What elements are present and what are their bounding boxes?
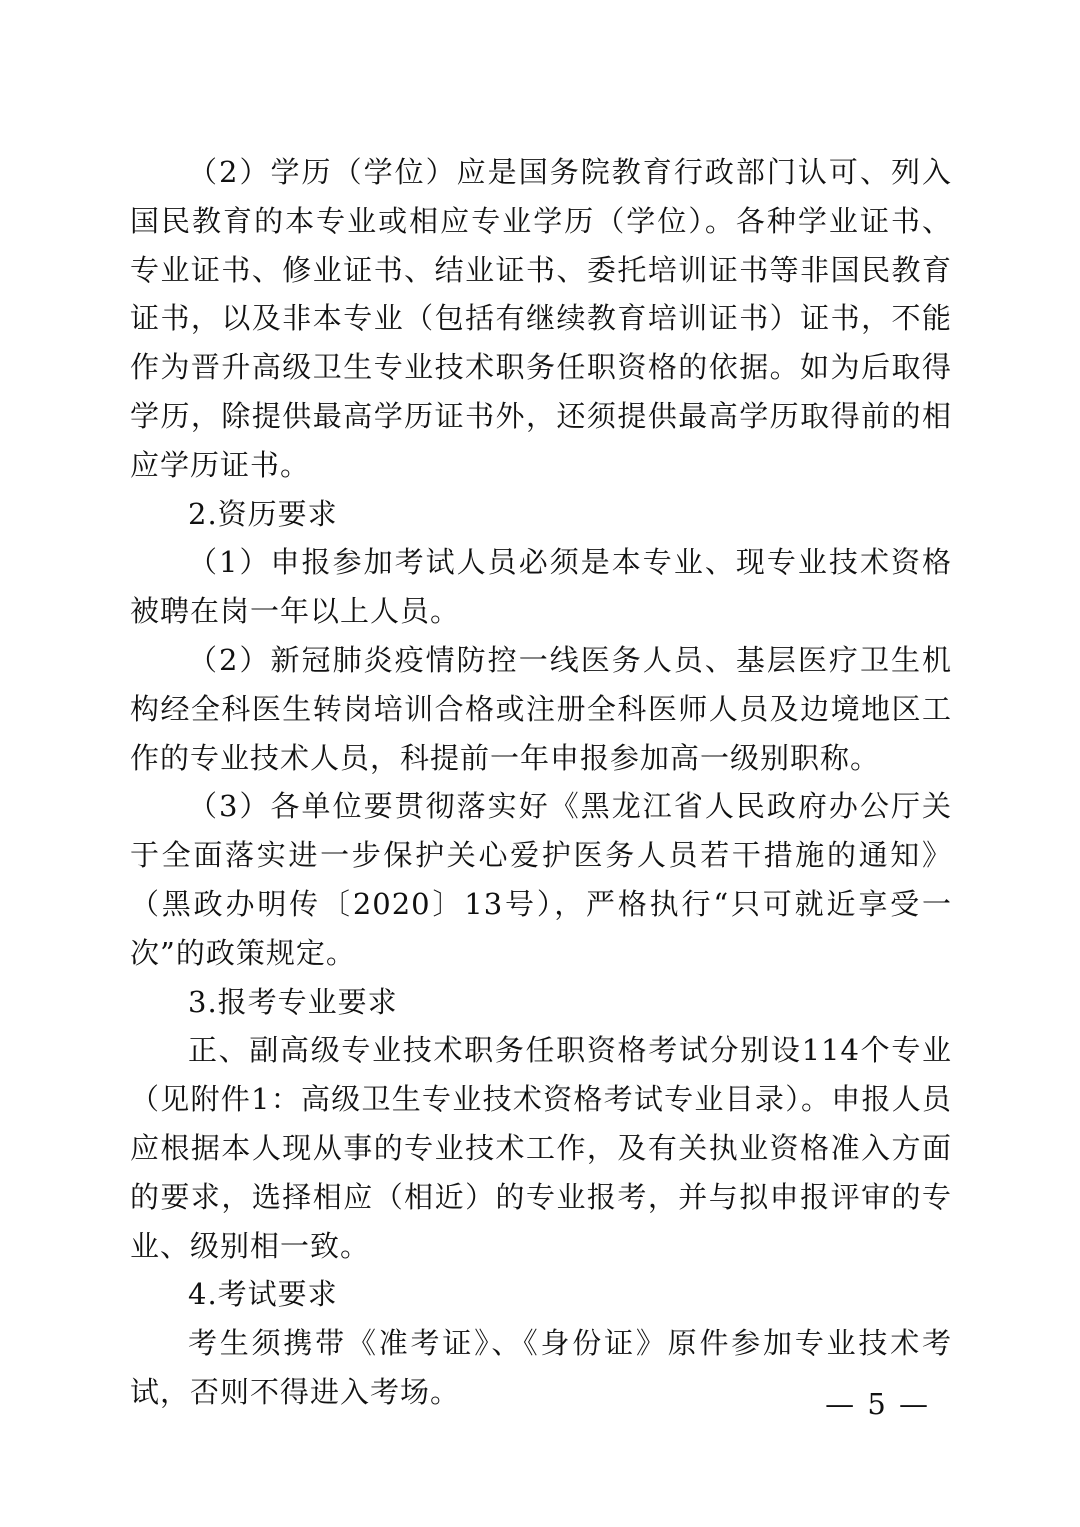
paragraph-exam-requirements: 考生须携带《准考证》、《身份证》原件参加专业技术考试，否则不得进入考场。 [130,1326,952,1409]
paragraph-qualification-1: （1）申报参加考试人员必须是本专业、现专业技术资格被聘在岗一年以上人员。 [130,545,952,629]
page-number: — 5 — [825,1387,930,1421]
paragraph-education-degree: （2）学历（学位）应是国务院教育行政部门认可、列入国民教育的本专业或相应专业学历（学位）。各种学业证书、专业证书、修业证书、结业证书、委托培训证书等非国民教育证书，以及非本专业（包括有继续教育培训证书）证书，不能作为晋升高级卫生专业技术职务任职资格的依据。如为后取得学历，除提供最高学历证书外，还须提供最高学历取得前的相应学历证书。 [130,155,952,482]
paragraph-qualification-2: （2）新冠肺炎疫情防控一线医务人员、基层医疗卫生机构经全科医生转岗培训合格或注册全科医师人员及边境地区工作的专业技术人员，科提前一年申报参加高一级别职称。 [130,642,952,775]
paragraph-qualification-3: （3）各单位要贯彻落实好《黑龙江省人民政府办公厅关于全面落实进一步保护关心爱护医务人员若干措施的通知》（黑政办明传〔2020〕13号），严格执行“只可就近享受一次”的政策规定。 [130,789,952,970]
document-body [130,148,952,1417]
paragraph-specialty-requirements: 正、副高级专业技术职务任职资格考试分别设114个专业（见附件1：高级卫生专业技术资格考试专业目录）。申报人员应根据本人现从事的专业技术工作，及有关执业资格准入方面的要求，选择相应（相近）的专业报考，并与拟申报评审的专业、级别相一致。 [130,1033,952,1263]
heading-exam-requirements: 4.考试要求 [188,1277,338,1312]
heading-qualification-requirements: 2.资历要求 [188,496,338,531]
heading-specialty-requirements: 3.报考专业要求 [188,984,398,1019]
